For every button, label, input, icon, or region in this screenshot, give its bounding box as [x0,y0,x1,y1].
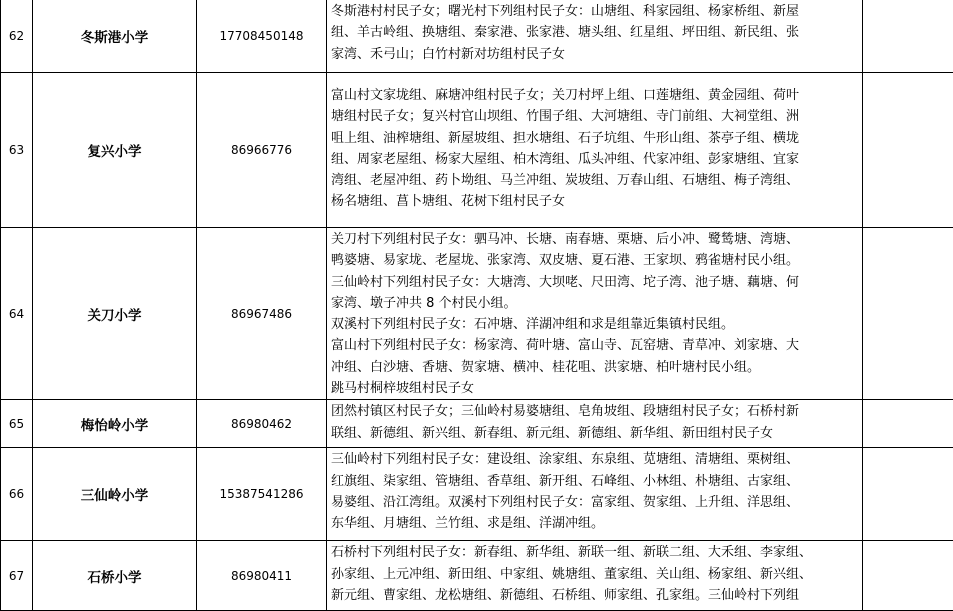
school-name: 梅怡岭小学 [33,400,197,448]
area-line: 组、周家老屋组、杨家大屋组、柏木湾组、瓜头冲组、代家冲组、彭家塘组、宜家 [331,149,858,170]
area-line: 湾组、老屋冲组、药卜坳组、马兰冲组、炭坡组、万春山组、石塘组、梅子湾组、 [331,170,858,191]
phone-number: 86966776 [197,73,327,228]
row-number: 62 [1,0,33,73]
note-cell [863,541,953,611]
area-line: 三仙岭村下列组村民子女：大塘湾、大坝咾、尺田湾、坨子湾、池子塘、藕塘、何 [331,272,858,293]
area-line: 塘组村民子女；复兴村官山坝组、竹围子组、大河塘组、寺门前组、大祠堂组、洲 [331,106,858,127]
area-line: 易婆组、沿江湾组。双溪村下列组村民子女：富家组、贺家组、上升组、洋思组、 [331,492,858,513]
area-line: 组、羊古岭组、换塘组、秦家港、张家港、塘头组、红星组、坪田组、新民组、张 [331,22,858,43]
row-number: 64 [1,228,33,400]
area-line: 孙家组、上元冲组、新田组、中家组、姚塘组、董家组、关山组、杨家组、新兴组、 [331,564,858,585]
enrollment-area [327,541,863,611]
note-cell [863,448,953,541]
table-row [1,0,953,73]
note-cell [863,228,953,400]
area-line: 石桥村下列组村民子女：新春组、新华组、新联一组、新联二组、大禾组、李家组、 [331,542,858,563]
school-name: 关刀小学 [33,228,197,400]
phone-number: 86967486 [197,228,327,400]
area-line: 新元组、曹家组、龙松塘组、新德组、石桥组、师家组、孔家组。三仙岭村下列组 [331,585,858,606]
note-cell [863,73,953,228]
row-number: 65 [1,400,33,448]
school-name: 三仙岭小学 [33,448,197,541]
table-row [1,541,953,611]
area-line: 富山村文家垅组、麻塘冲组村民子女；关刀村坪上组、口莲塘组、黄金园组、荷叶 [331,85,858,106]
table-row [1,448,953,541]
enrollment-area [327,448,863,541]
area-line: 家湾、墩子冲共 8 个村民小组。 [331,293,858,314]
table-row [1,228,953,400]
area-line: 联组、新德组、新兴组、新春组、新元组、新德组、新华组、新田组村民子女 [331,423,858,444]
enrollment-area [327,400,863,448]
enrollment-area [327,0,863,73]
row-number: 66 [1,448,33,541]
row-number: 63 [1,73,33,228]
area-line: 富山村下列组村民子女：杨家湾、荷叶塘、富山寺、瓦窑塘、青草冲、刘家塘、大 [331,335,858,356]
phone-number: 17708450148 [197,0,327,73]
note-cell [863,400,953,448]
school-name: 冬斯港小学 [33,0,197,73]
area-line: 鸭婆塘、易家垅、老屋垅、张家湾、双皮塘、夏石港、王家坝、鸦雀塘村民小组。 [331,250,858,271]
area-line: 团然村镇区村民子女；三仙岭村易婆塘组、皂角坡组、段塘组村民子女；石桥村新 [331,401,858,422]
area-line: 双溪村下列组村民子女：石冲塘、洋湖冲组和求是组靠近集镇村民组。 [331,314,858,335]
area-line: 红旗组、柒家组、管塘组、香草组、新开组、石峰组、小林组、朴塘组、古家组、 [331,471,858,492]
area-line: 咀上组、油榨塘组、新屋坡组、担水塘组、石子坑组、牛形山组、茶亭子组、横垅 [331,128,858,149]
school-name: 石桥小学 [33,541,197,611]
school-name: 复兴小学 [33,73,197,228]
note-cell [863,0,953,73]
area-line: 东华组、月塘组、兰竹组、求是组、洋湖冲组。 [331,513,858,534]
area-line: 跳马村桐梓坡组村民子女 [331,378,858,399]
area-line: 家湾、禾弓山；白竹村新对坊组村民子女 [331,44,858,65]
table-row [1,73,953,228]
area-line: 关刀村下列组村民子女：驷马冲、长塘、南春塘、栗塘、后小冲、鹭鸶塘、湾塘、 [331,229,858,250]
phone-number: 15387541286 [197,448,327,541]
table-row [1,400,953,448]
enrollment-area [327,228,863,400]
enrollment-area [327,73,863,228]
row-number: 67 [1,541,33,611]
area-line: 冬斯港村村民子女；曙光村下列组村民子女：山塘组、科家园组、杨家桥组、新屋 [331,1,858,22]
phone-number: 86980462 [197,400,327,448]
area-line: 冲组、白沙塘、香塘、贺家塘、横冲、桂花咀、洪家塘、柏叶塘村民小组。 [331,357,858,378]
area-line: 杨名塘组、菖卜塘组、花树下组村民子女 [331,191,858,212]
phone-number: 86980411 [197,541,327,611]
area-line: 三仙岭村下列组村民子女：建设组、涂家组、东泉组、苋塘组、清塘组、栗树组、 [331,449,858,470]
